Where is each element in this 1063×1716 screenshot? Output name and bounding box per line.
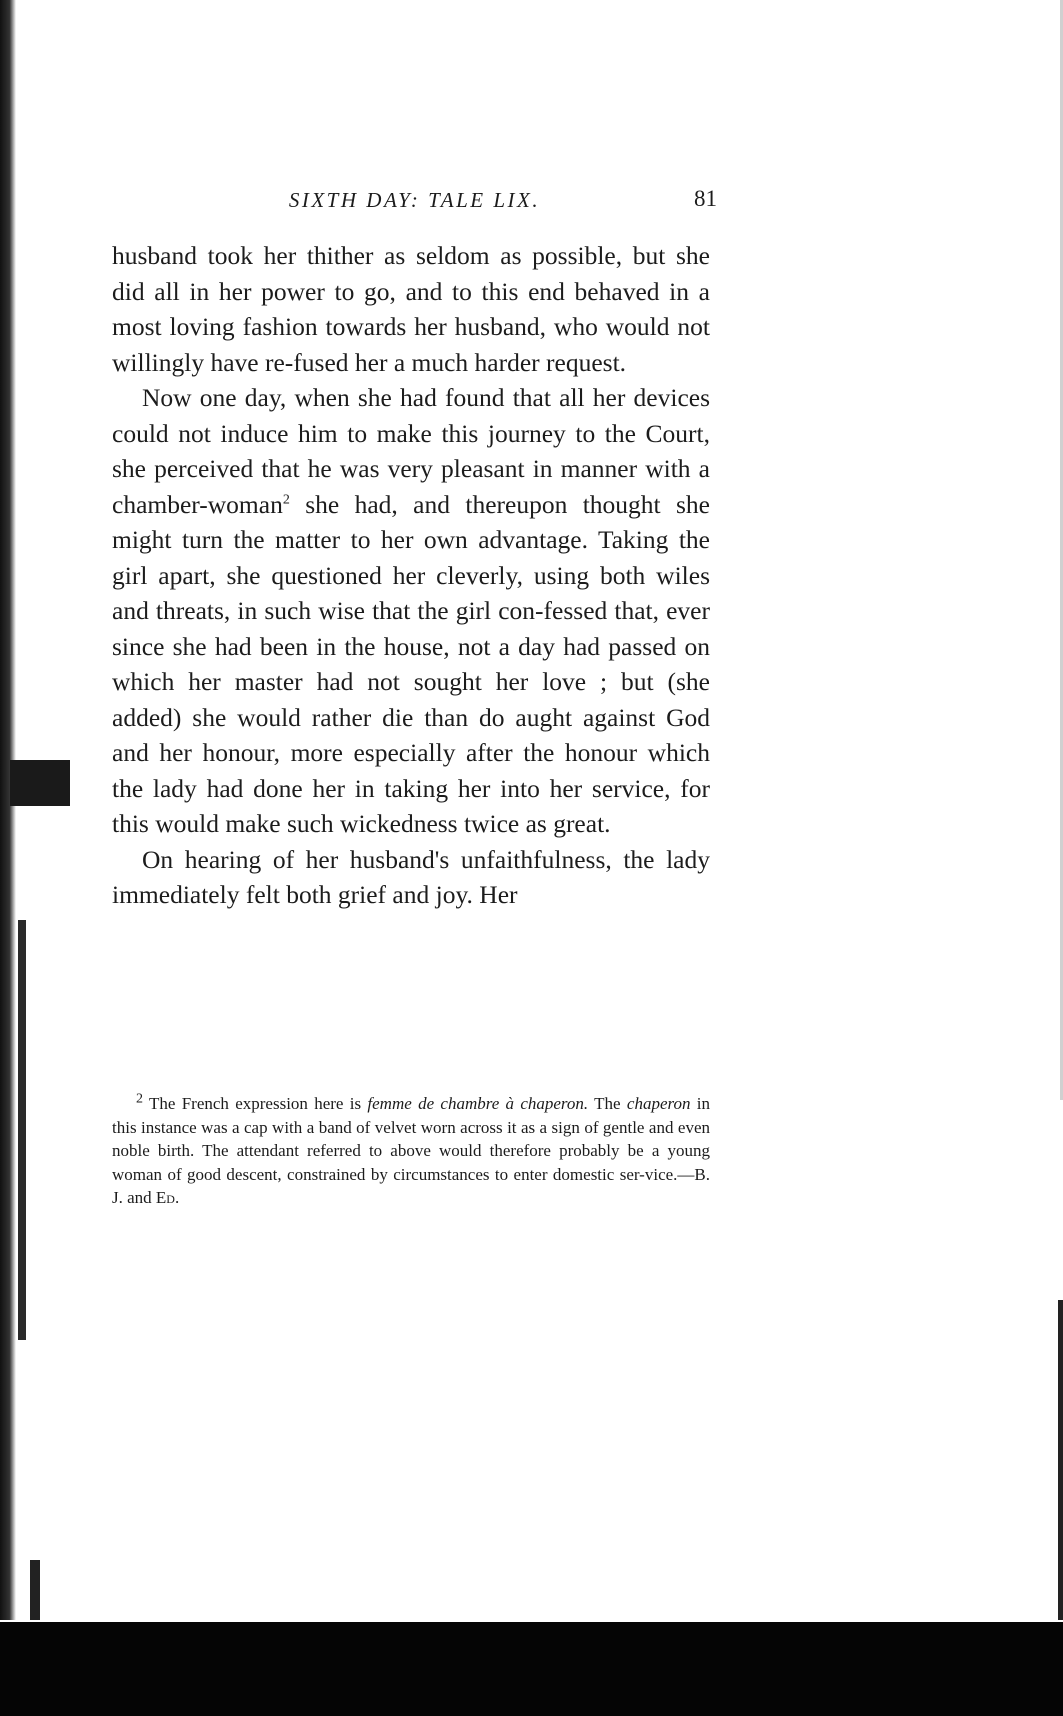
running-head-title: SIXTH DAY: TALE LIX. xyxy=(288,188,541,212)
paragraph-2-text: Now one day, when she had found that all her devices could not induce him to make this journey to the Court, she perceived that he was very pleasant in manner with a chamber-woman xyxy=(112,383,710,519)
paragraph-3: On hearing of her husband's unfaithfulness, the lady immediately felt both grief and joy. Her xyxy=(112,844,710,909)
scan-smudge xyxy=(10,760,70,806)
footnote-the: The xyxy=(594,1094,621,1113)
paragraph-2 xyxy=(112,380,710,842)
paragraph-2-continued: she had, and thereupon thought she might turn the matter to her own advantage. Taking the girl apart, she questioned her cleverly, using both wiles and threats, in such wise that the girl con-fessed that, ever since she had been in the house, not a day had passed on which her master had not sought her love ; but (she added) she would rather die than do aught against God and her honour, more especially after the honour which the lady had done her in taking her into her service, for this would make such wickedness twice as great. xyxy=(112,489,710,838)
running-head xyxy=(112,186,717,216)
page-number: 81 xyxy=(694,186,717,211)
footnote-rest: in this instance was a cap with a band of velvet worn across it as a sign of gentle and even noble birth. The attendant referred to above would therefore probably be a young woman of good descent, constrained by circumstances to enter domestic ser-vice.—B. J. and xyxy=(112,1094,711,1207)
page-edge-right-dark xyxy=(1058,1300,1063,1620)
body-text xyxy=(112,238,710,913)
scan-bottom-border xyxy=(0,1622,1063,1716)
gutter-shadow xyxy=(0,0,16,1620)
footnote-term: chaperon xyxy=(626,1094,691,1113)
footnote-reference: 2 xyxy=(282,492,290,507)
paragraph-1: husband took her thither as seldom as possible, but she did all in her power to go, and to this end behaved in a most loving fashion towards her husband, who would not willingly have re-fused her a much harder request. xyxy=(112,241,710,377)
footnote-french-phrase: femme de chambre à chaperon. xyxy=(367,1094,589,1113)
footnote-editor: Ed. xyxy=(155,1188,180,1207)
footnote-marker: 2 xyxy=(136,1091,143,1107)
gutter-edge xyxy=(18,920,26,1340)
footnote-lead: The French expression here is xyxy=(149,1094,362,1113)
gutter-edge-lower xyxy=(30,1560,40,1620)
footnote xyxy=(112,1092,710,1210)
